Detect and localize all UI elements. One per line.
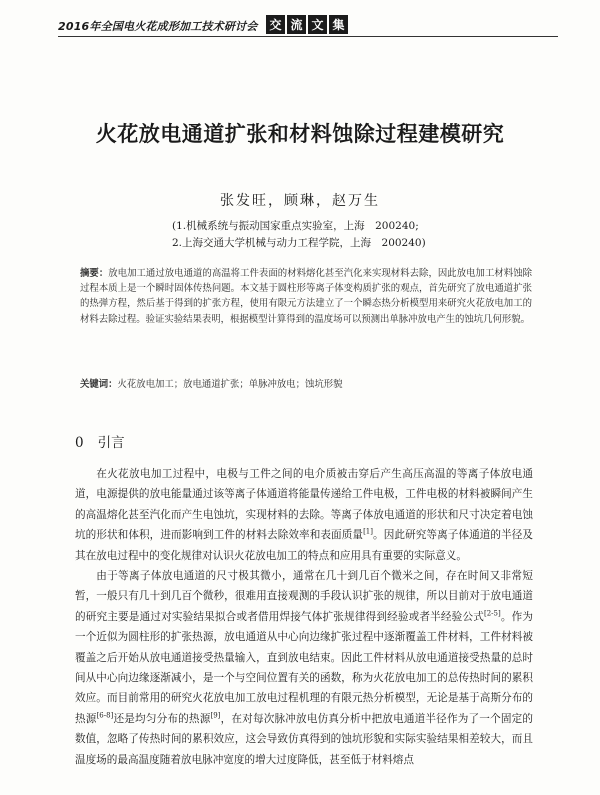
- keywords: [80, 376, 532, 390]
- citation: [2-5]: [483, 609, 501, 618]
- affiliation-1: (1.机械系统与振动国家重点实验室，上海 200240;: [172, 220, 419, 232]
- header-badges: [266, 15, 348, 34]
- paragraph-text: 还是均匀分布的热源: [113, 712, 211, 725]
- body-text: [75, 464, 533, 770]
- citation: [6-8]: [96, 711, 114, 720]
- keywords-text: 火花放电加工；放电通道扩张；单脉冲放电；蚀坑形貌: [117, 379, 343, 390]
- abstract-text: 放电加工通过放电通道的高温将工件表面的材料熔化甚至汽化来实现材料去除，因此放电加工材料蚀除过程本质上是一个瞬时固体传热问题。本文基于圆柱形等离子体变构质扩张的观点，首先研究了放电通道扩张的热弹方程，然后基于得到的扩张方程，使用有限元方法建立了一个瞬态热分析模型用来研究火花放电加工的材料去除过程。验证实验结果表明，根据模型计算得到的温度场可以预测出单脉冲放电产生的蚀坑几何形貌。: [80, 268, 532, 325]
- paragraph-text: 。因此研究等离子体通道的半径及其在放电过程中的变化规律对认识火花放电加工的特点和应用具有重要的实际意义。: [75, 529, 534, 562]
- header-badge: 交: [266, 15, 285, 34]
- abstract-label: 摘要：: [80, 268, 109, 279]
- paragraph-text: 由于等离子体放电通道的尺寸极其微小，通常在几十到几百个微米之间，存在时间又非常短暂，一般只有几十到几百个微秒，很难用直接观测的手段认识扩张的规律，所以目前对于放电通道的研究主要是通过对实验结果拟合或者借用焊接气体扩张规律得到经验或者半经验公式: [75, 570, 533, 623]
- affiliation-2: 2.上海交通大学机械与动力工程学院，上海 200240): [172, 237, 426, 249]
- citation: [1]: [363, 527, 373, 536]
- conference-name: 2016年全国电火花成形加工技术研讨会: [58, 20, 258, 33]
- paper-authors: 张发旺，顾琳，赵万生: [220, 193, 380, 209]
- section-title: 引言: [97, 435, 125, 451]
- abstract: [80, 266, 532, 327]
- section-number: 0: [75, 435, 84, 451]
- paragraph-text: ，在对每次脉冲放电仿真分析中把放电通道半径作为了一个固定的数值，忽略了传热时间的累积效应，这会导致仿真得到的蚀坑形貌和实际实验结果相差较大，而且温度场的最高温度随着放电脉冲宽度的增大过度降低，甚至低于材料熔点: [75, 712, 534, 766]
- paragraph-text: 。作为一个近似为圆柱形的扩张热源，放电通道从中心向边缘扩张过程中逐渐覆盖工件材料，工件材料被覆盖之后开始从放电通道接受热量输入，直到放电结束。因此工件材料从放电通道接受热量的总时间从中心向边缘逐渐减小，是一个与空间位置有关的函数，称为火花放电加工的总传热时间的累积效应。而目前常用的研究火花放电加工放电过程机理的有限元热分析模型，无论是基于高斯分布的热源: [75, 610, 534, 725]
- header-rule: [58, 36, 558, 37]
- paper-title: 火花放电通道扩张和材料蚀除过程建模研究: [95, 122, 505, 146]
- citation: [9]: [210, 711, 221, 720]
- paragraph: [75, 566, 533, 770]
- header-badge: 流: [287, 15, 306, 34]
- running-header: [58, 14, 578, 38]
- keywords-label: 关键词：: [80, 379, 118, 390]
- header-badge: 文: [308, 15, 327, 34]
- section-heading: [75, 431, 125, 451]
- paragraph: [75, 464, 533, 566]
- paragraph-text: 在火花放电加工过程中，电极与工件之间的电介质被击穿后产生高压高温的等离子体放电通道，电源提供的放电能量通过该等离子体通道将能量传递给工件电极，工件电极的材料被瞬间产生的高温熔化甚至汽化而产生电蚀坑，实现材料的去除。等离子体放电通道的形状和尺寸决定着电蚀坑的形状和体积，进而影响到工件的材料去除效率和表面质量: [75, 468, 533, 542]
- header-badge: 集: [329, 15, 348, 34]
